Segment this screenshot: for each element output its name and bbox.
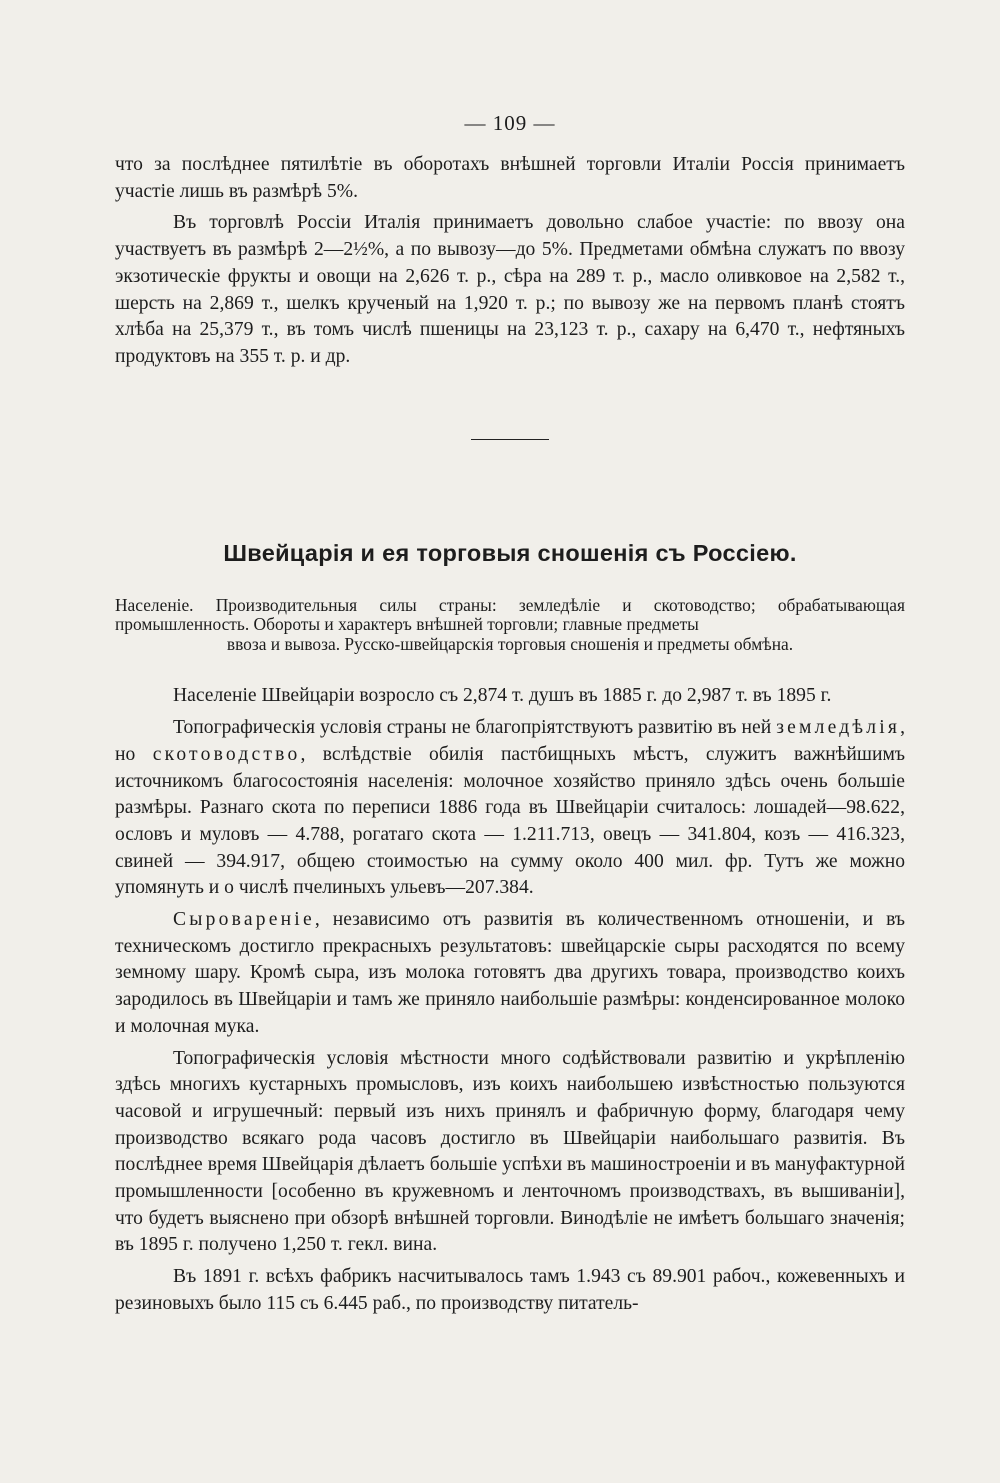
paragraph-continuation: что за послѣднее пятилѣтіе въ оборотахъ внѣшней торговли Италіи Россія принимаетъ участіе лишь въ размѣрѣ 5%. (115, 154, 905, 202)
paragraph-livestock (115, 715, 905, 902)
text-segment: , но (115, 717, 905, 765)
spaced-term-agriculture: земледѣлія (776, 717, 901, 739)
summary-last-line: ввоза и вывоза. Русско-швейцарскія торговыя сношенія и предметы обмѣна. (226, 633, 794, 654)
text-segment: , независимо отъ развитія въ количественномъ отношеніи, и въ техническомъ достигло прекрасныхъ результатовъ: швейцарскіе сыры расходятся по всему земному шару. Кромѣ сыра, изъ молока готовятъ два другихъ товара, производство коихъ зародилось въ Швейцаріи и тамъ же приняло наибольшіе размѣры: конденсированное молоко и молочная мука. (115, 909, 905, 1037)
paragraph-cheese-making (115, 907, 905, 1041)
section-title: Швейцарія и ея торговыя сношенія съ Россіею. (223, 539, 797, 566)
paragraph-factories: Въ 1891 г. всѣхъ фабрикъ насчитывалось тамъ 1.943 съ 89.901 рабоч., кожевенныхъ и резиновыхъ было 115 съ 6.445 раб., по производству питатель- (115, 1266, 905, 1314)
section-summary (115, 596, 905, 655)
text-segment: , вслѣдствіе обилія пастбищныхъ мѣстъ, служитъ важнѣйшимъ источникомъ благосостоянія населенія: молочное хозяйство приняло здѣсь очень большіе размѣры. Разнаго скота по переписи 1886 года въ Швейцаріи считалось: лошадей—98.622, ословъ и муловъ — 4.788, рогатаго скота — 1.211.713, овецъ — 341.804, козъ — 416.323, свиней — 394.917, общею стоимостью на сумму около 400 мил. фр. Тутъ же можно упомянуть и о числѣ пчелиныхъ ульевъ—207.384. (115, 743, 905, 899)
page-number: — 109 — (464, 111, 556, 135)
document-page (115, 108, 905, 1318)
paragraph-italy-trade: Въ торговлѣ Россіи Италія принимаетъ довольно слабое участіе: по ввозу она участвуетъ въ размѣрѣ 2—2½%, а по вывозу—до 5%. Предметами обмѣна служатъ по ввозу экзотическіе фрукты и овощи на 2,626 т. р., сѣра на 289 т. р., масло оливковое на 2,582 т., шерсть на 2,869 т., шелкъ крученый на 1,920 т. р.; по вывозу же на первомъ планѣ стоятъ хлѣба на 25,379 т., въ томъ числѣ пшеницы на 23,123 т. р., сахару на 6,470 т., нефтяныхъ продуктовъ на 355 т. р. и др. (115, 212, 905, 367)
summary-text: Населеніе. Производительныя силы страны: земледѣліе и скотоводство; обрабатывающая промышленность. Обороты и характеръ внѣшней торговли; главные предметы (115, 594, 905, 635)
section-divider (471, 439, 549, 440)
spaced-term-cheese-making: Сыровареніе (173, 909, 315, 931)
paragraph-population: Населеніе Швейцаріи возросло съ 2,874 т. душъ въ 1885 г. до 2,987 т. въ 1895 г. (173, 685, 832, 707)
paragraph-crafts-industry: Топографическія условія мѣстности много содѣйствовали развитію и укрѣпленію здѣсь многихъ кустарныхъ промысловъ, изъ коихъ наибольшею извѣстностью пользуются часовой и игрушечный: первый изъ нихъ принялъ и фабричную форму, благодаря чему производство всякаго рода часовъ достигло въ Швейцаріи наибольшаго развитія. Въ послѣднее время Швейцарія дѣлаетъ большіе успѣхи въ машиностроеніи и въ мануфактурной промышленности [особенно въ кружевномъ и ленточномъ производствахъ, въ вышиваніи], что будетъ выяснено при обзорѣ внѣшней торговли. Винодѣліе не имѣетъ большаго значенія; въ 1895 г. получено 1,250 т. гекл. вина. (115, 1047, 905, 1256)
spaced-term-cattle-breeding: скотоводство (152, 743, 301, 765)
text-segment: Топографическія условія страны не благопріятствуютъ развитію въ ней (173, 717, 777, 739)
